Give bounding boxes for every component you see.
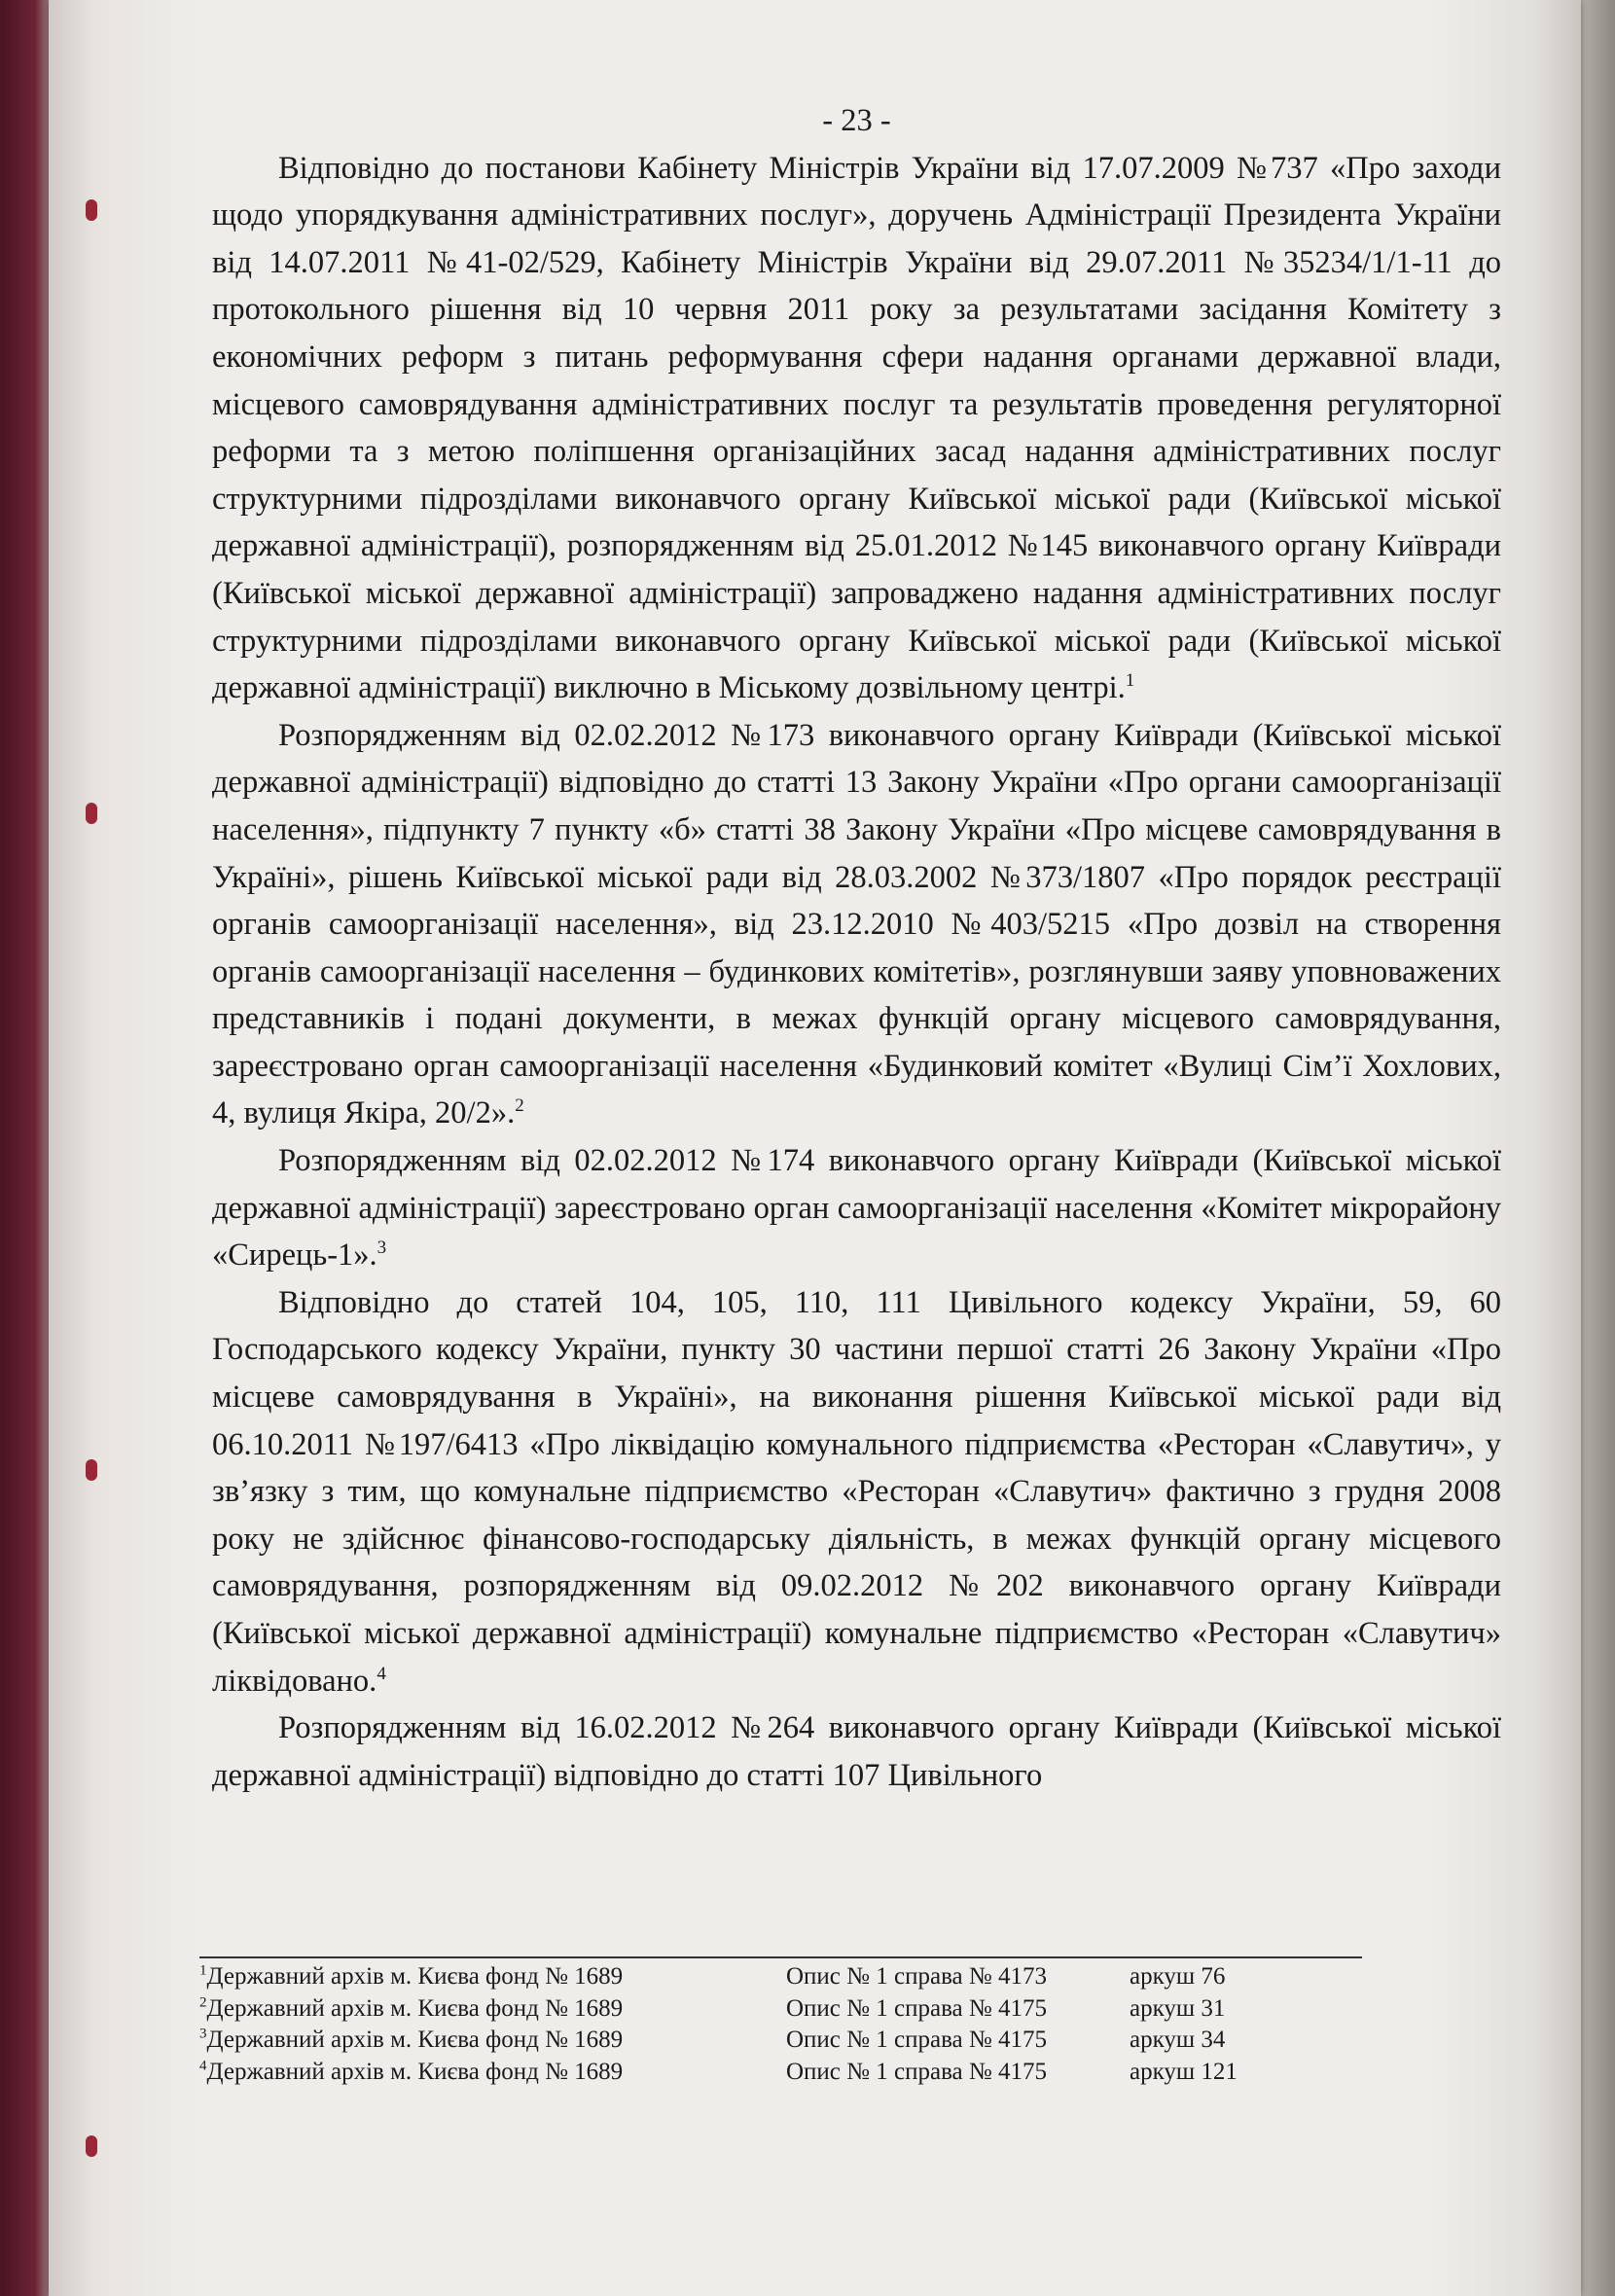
punch-hole xyxy=(86,1459,97,1481)
footnote-archive-text: Державний архів м. Києва фонд № 1689 xyxy=(206,2027,624,2053)
footnote-case: Опис № 1 справа № 4173 xyxy=(786,1963,1048,1990)
footnote-ref: 4 xyxy=(377,1663,386,1684)
footnote-number: 3 xyxy=(199,2026,207,2042)
footnote-archive xyxy=(199,2057,786,2089)
paragraph xyxy=(212,1137,1501,1279)
footnote-archive xyxy=(199,1993,786,2026)
punch-hole xyxy=(86,803,97,824)
footnote-sheet: аркуш 121 xyxy=(1130,2058,1238,2085)
footnote-ref: 1 xyxy=(1125,670,1135,692)
paragraph-text: Відповідно до постанови Кабінету Міністрів України від 17.07.2009 №737 «Про заходи щодо упорядкування адміністративних послуг», доручень Адміністрації Президента України від 14.07.2011 №41-02/529, Кабінету Міністрів України від 29.07.2011 №35234/1/1-11 до протокольного рішення від 10 червня 2011 року за результатами засідання Комітету з економічних реформ з питань реформування сфери надання органами державної влади, місцевого самоврядування адміністративних послуг та результатів проведення регуляторної реформи та з метою поліпшення організаційних засад надання адміністративних послуг структурними підрозділами виконавчого органу Київської міської ради (Київської міської державної адміністрації), розпорядженням від 25.01.2012 №145 виконавчого органу Київради (Київської міської державної адміністрації) запроваджено надання адміністративних послуг структурними підрозділами виконавчого органу Київської міської ради (Київської міської державної адміністрації) виключно в Міському дозвільному центрі. xyxy=(212,150,1501,706)
footnote-number: 4 xyxy=(199,2058,207,2074)
footnote-sheet: аркуш 34 xyxy=(1130,2027,1226,2053)
footnote-archive-text: Державний архів м. Києва фонд № 1689 xyxy=(206,1963,624,1990)
punch-hole xyxy=(86,2135,97,2157)
footnote-case: Опис № 1 справа № 4175 xyxy=(786,2058,1048,2085)
paragraph xyxy=(212,145,1501,712)
footnote-sheet: аркуш 31 xyxy=(1130,1994,1226,2022)
footnote-number: 1 xyxy=(199,1962,207,1979)
paragraph xyxy=(212,712,1501,1137)
page-number: - 23 - xyxy=(822,103,891,138)
footnotes xyxy=(199,1961,1318,2088)
paragraph xyxy=(212,1704,1501,1799)
footnote-case: Опис № 1 справа № 4175 xyxy=(786,1994,1048,2022)
footnote-archive-text: Державний архів м. Києва фонд № 1689 xyxy=(206,2058,624,2085)
footnote-archive xyxy=(199,2025,786,2057)
paragraph-text: Відповідно до статей 104, 105, 110, 111 Цивільного кодексу України, 59, 60 Господарського кодексу України, пункту 30 частини першої статті 26 Закону України «Про місцеве самоврядування в Україні», на виконання рішення Київської міської ради від 06.10.2011 №197/6413 «Про ліквідацію комунального підприємства «Ресторан «Славутич», у зв’язку з тим, що комунальне підприємство «Ресторан «Славутич» фактично з грудня 2008 року не здійснює фінансово-господарську діяльність, в межах функцій органу місцевого самоврядування, розпорядженням від 09.02.2012 №202 виконавчого органу Київради (Київської міської державної адміністрації) комунальне підприємство «Ресторан «Славутич» ліквідовано. xyxy=(212,1284,1501,1699)
footnote xyxy=(199,1993,1318,2026)
paragraph xyxy=(212,1279,1501,1704)
paragraph-text: Розпорядженням від 02.02.2012 №173 виконавчого органу Київради (Київської міської державної адміністрації) відповідно до статті 13 Закону України «Про органи самоорганізації населення», підпункту 7 пункту «б» статті 38 Закону України «Про місцеве самоврядування в Україні», рішень Київської міської ради від 28.03.2002 №373/1807 «Про порядок реєстрації органів самоорганізації населення», від 23.12.2010 №403/5215 «Про дозвіл на створення органів самоорганізації населення – будинкових комітетів», розглянувши заяву уповноважених представників і подані документи, в межах функцій органу місцевого самоврядування, зареєстровано орган самоорганізації населення «Будинковий комітет «Вулиці Сім’ї Хохлових, 4, вулиця Якіра, 20/2». xyxy=(212,717,1501,1131)
footnote-sheet: аркуш 76 xyxy=(1130,1963,1226,1990)
footnote-number: 2 xyxy=(199,1994,207,2011)
punch-hole xyxy=(86,199,97,221)
footnote-case: Опис № 1 справа № 4175 xyxy=(786,2027,1048,2053)
footnote xyxy=(199,2025,1318,2057)
page-stack-edge xyxy=(1576,0,1615,2296)
footnote-archive xyxy=(199,1961,786,1993)
footnote xyxy=(199,2057,1318,2089)
footnote-divider xyxy=(199,1956,1362,1958)
paragraph-text: Розпорядженням від 02.02.2012 №174 виконавчого органу Київради (Київської міської державної адміністрації) зареєстровано орган самоорганізації населення «Комітет мікрорайону «Сирець-1». xyxy=(212,1143,1501,1274)
footnote-archive-text: Державний архів м. Києва фонд № 1689 xyxy=(206,1994,624,2022)
footnote-ref: 2 xyxy=(515,1095,524,1117)
footnote-ref: 3 xyxy=(377,1238,387,1259)
paragraph-text: Розпорядженням від 16.02.2012 №264 виконавчого органу Київради (Київської міської державної адміністрації) відповідно до статті 107 Цивільного xyxy=(212,1710,1501,1793)
document-body xyxy=(212,97,1501,1799)
footnote xyxy=(199,1961,1318,1993)
